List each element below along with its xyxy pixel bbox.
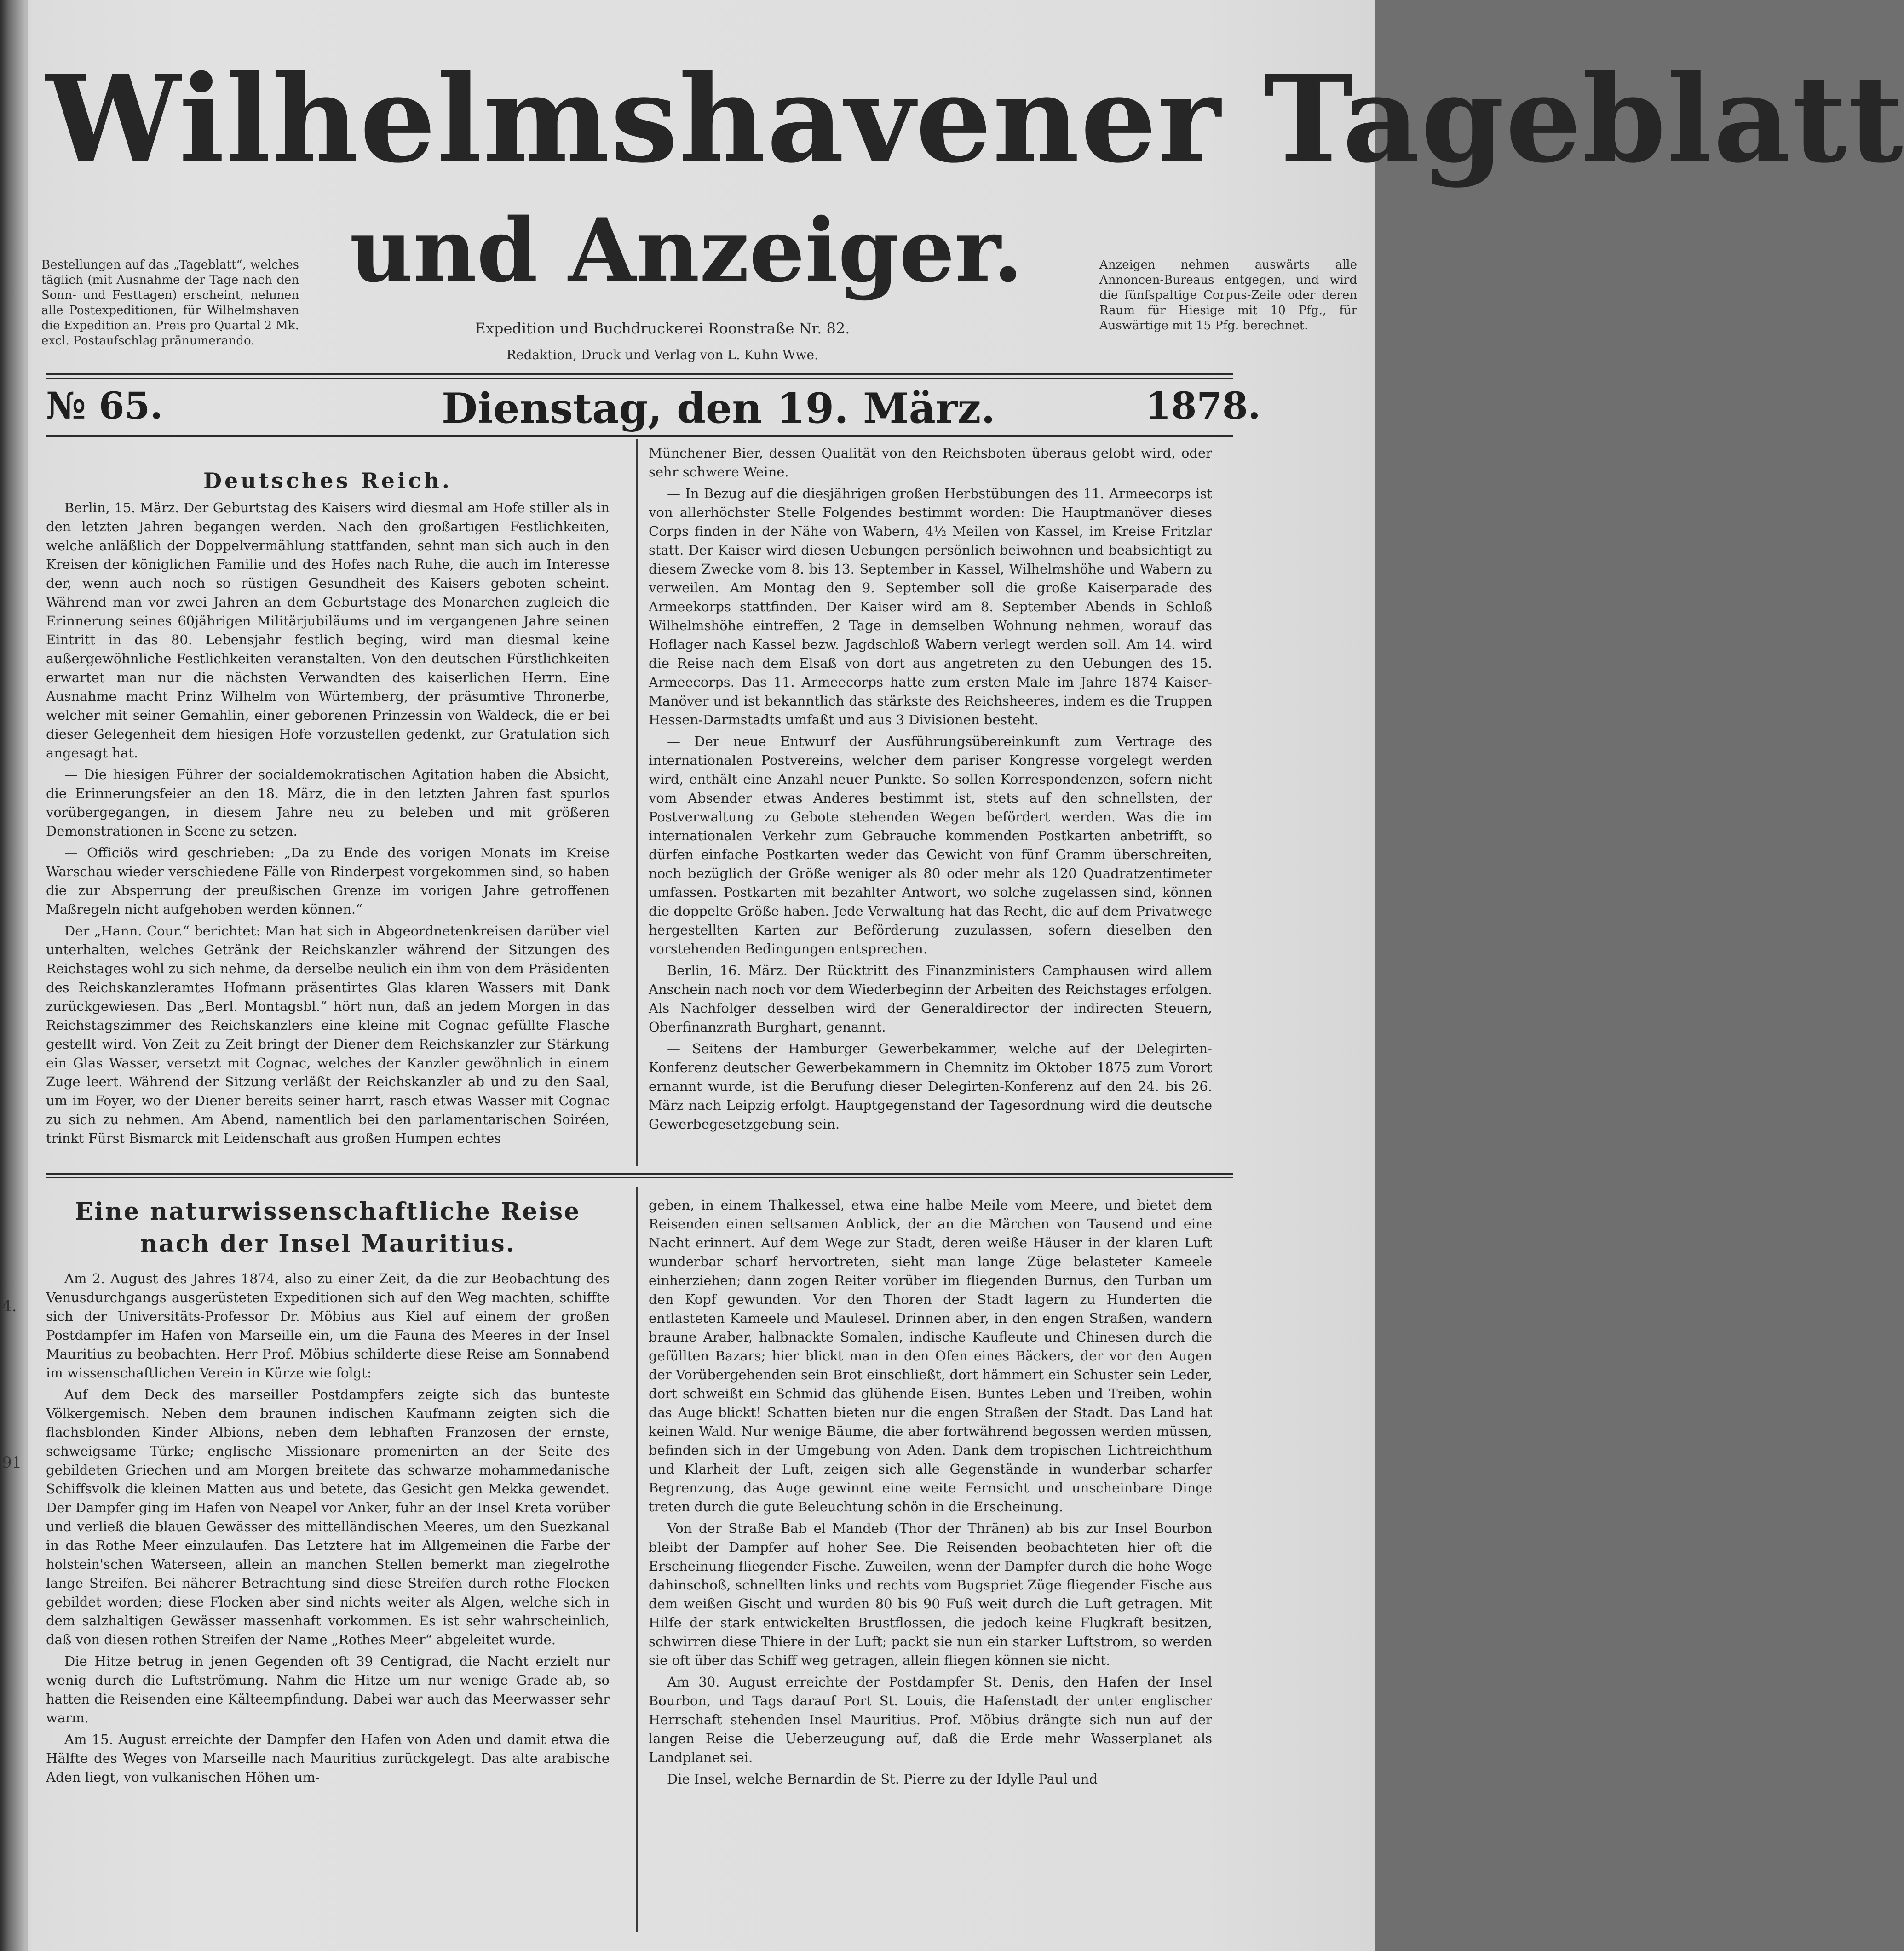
- paragraph: Auf dem Deck des marseiller Postdampfers zeigte sich das bunteste Völkergemisch. Neben dem braunen indischen Kaufmann zeigten sich die flachsblonden Kinder Albions, neben dem lebhaften Franzosen der ernste, schweigsame Türke; englische Missionare promenirten an der Seite des gebildeten Griechen und am Morgen breitete das schwarze mohammedanische Schiffsvolk die kleinen Matten aus und betete, das Gesicht gen Mekka gewendet. Der Dampfer ging im Hafen von Neapel vor Anker, fuhr an der Insel Kreta vorüber und verließ die blauen Gewässer des mittelländischen Meeres, um den Suezkanal in das Rothe Meer einzulaufen. Das Letztere hat im Allgemeinen die Farbe der holstein'schen Waterseen, allein an manchen Stellen bemerkt man ziegelrothe lange Streifen. Bei näherer Betrachtung sind diese Streifen durch rothe Flocken gebildet worden; diese Flocken aber sind nichts weiter als Algen, welche sich in dem salzhaltigen Gewässer massenhaft vorkommen. Es ist sehr wahrscheinlich, daß von diesen rothen Streifen der Name „Rothes Meer“ abgeleitet wurde.: [46, 1387, 610, 1647]
- issue-number: № 65.: [46, 384, 163, 427]
- binding-spine: [0, 0, 28, 1951]
- paragraph: — Der neue Entwurf der Ausführungsübereinkunft zum Vertrage des internationalen Postvereins, welcher dem pariser Kongresse vorgelegt werden wird, enthält eine Anzahl neuer Punkte. So sollen Korrespondenzen, sofern nicht vom Absender etwas Anderes bestimmt ist, stets auf den schnellsten, der Postverwaltung zu Gebote stehenden Wegen befördert werden. Was die im internationalen Verkehr zum Gebrauche kommenden Postkarten anbetrifft, so dürfen einfache Postkarten weder das Gewicht von fünf Gramm überschreiten, noch bezüglich der Größe weniger als 80 oder mehr als 120 Quadratzentimeter umfassen. Postkarten mit bezahlter Antwort, wo solche zugelassen sind, können die doppelte Größe haben. Jede Verwaltung hat das Recht, die auf dem Privatwege hergestellten Karten zur Beförderung zuzulassen, sofern dieselben den vorstehenden Bedingungen entsprechen.: [649, 734, 1212, 957]
- article-mauritius-continued: [649, 1196, 1212, 1932]
- subscription-info: Bestellungen auf das „Tageblatt“, welches täglich (mit Ausnahme der Tage nach den Sonn- und Festtagen) erscheint, nehmen alle Postexpeditionen, für Wilhelmshaven die Expedition an. Preis pro Quartal 2 Mk. excl. Postaufschlag pränumerando.: [41, 258, 299, 348]
- article-deutsches-reich: [46, 468, 610, 1161]
- section-rule: [46, 1177, 1233, 1178]
- article-continuation: [649, 444, 1212, 1161]
- paragraph: — Seitens der Hamburger Gewerbekammer, welche auf der Delegirten-Konferenz deutscher Gewerbekammern in Chemnitz im Oktober 1875 zum Vorort ernannt wurde, ist die Berufung dieser Delegirten-Konferenz auf den 24. bis 26. März nach Leipzig erfolgt. Hauptgegenstand der Tagesordnung wird die deutsche Gewerbegesetzgebung sein.: [649, 1041, 1212, 1132]
- paragraph: Berlin, 16. März. Der Rücktritt des Finanzministers Camphausen wird allem Anschein nach noch vor dem Wiederbeginn der Arbeiten des Reichstages erfolgen. Als Nachfolger desselben wird der Generaldirector der indirecten Steuern, Oberfinanzrath Burghart, genannt.: [649, 963, 1212, 1035]
- dateline-rule: [46, 435, 1233, 437]
- paragraph: — In Bezug auf die diesjährigen großen Herbstübungen des 11. Armeecorps ist von allerhöchster Stelle Folgendes bestimmt worden: Die Hauptmanöver dieses Corps finden in der Nähe von Wabern, 4½ Meilen von Kassel, im Kreise Fritzlar statt. Der Kaiser wird diesen Uebungen persönlich beiwohnen und beabsichtigt zu diesem Zwecke vom 8. bis 13. September in Kassel, Wilhelmshöhe und Wabern zu verweilen. Am Montag den 9. September soll die große Kaiserparade des Armeekorps stattfinden. Der Kaiser wird am 8. September Abends in Schloß Wilhelmshöhe eintreffen, 2 Tage in demselben Wohnung nehmen, worauf das Hoflager nach Kassel bezw. Jagdschloß Wabern verlegt werden soll. Am 14. wird die Reise nach dem Elsaß von dort aus angetreten zu den Uebungen des 15. Armeecorps. Das 11. Armeecorps hatte zum ersten Male im Jahre 1874 Kaiser-Manöver und ist bekanntlich das stärkste des Reichsheeres, indem es die Truppen Hessen-Darmstadts umfaßt und aus 3 Divisionen besteht.: [649, 486, 1212, 728]
- paragraph: Die Insel, welche Bernardin de St. Pierre zu der Idylle Paul und: [667, 1771, 1098, 1787]
- paragraph: — Die hiesigen Führer der socialdemokratischen Agitation haben die Absicht, die Erinnerungsfeier an den 18. März, die in den letzten Jahren fast spurlos vorübergegangen, in diesem Jahre neu zu beleben und mit größeren Demonstrationen in Scene zu setzen.: [46, 767, 610, 839]
- header-rule: [46, 378, 1233, 379]
- feuilleton-title: Eine naturwissenschaftliche Reise nach der Insel Mauritius.: [75, 1198, 581, 1258]
- header-rule: [46, 373, 1233, 375]
- paragraph: Am 30. August erreichte der Postdampfer St. Denis, den Hafen der Insel Bourbon, und Tags darauf Port St. Louis, die Hafenstadt der unter englischer Herrschaft stehenden Insel Mauritius. Prof. Möbius drängte sich nun auf der langen Reise die Ueberzeugung auf, daß die Erde mehr Wasserplanet als Landplanet sei.: [649, 1674, 1212, 1765]
- paragraph: Berlin, 15. März. Der Geburtstag des Kaisers wird diesmal am Hofe stiller als in den letzten Jahren begangen werden. Nach den großartigen Festlichkeiten, welche anläßlich der Doppelvermählung stattfanden, sehnt man sich auch in den Kreisen der königlichen Familie und des Hofes nach Ruhe, die auch im Interesse der, wenn auch noch so rüstigen Gesundheit des Kaisers geboten scheint. Während man vor zwei Jahren an dem Geburtstage des Monarchen zugleich die Erinnerung seines 60jährigen Militärjubiläums und im vergangenen Jahre seinen Eintritt in das 80. Lebensjahr festlich beging, wird man diesmal keine außergewöhnliche Festlichkeiten veranstalten. Von den deutschen Fürstlichkeiten erwartet man nur die nächsten Verwandten des kaiserlichen Herrn. Eine Ausnahme macht Prinz Wilhelm von Würtemberg, der präsumtive Thronerbe, welcher mit seiner Gemahlin, einer geborenen Prinzessin von Waldeck, die er bei dieser Gelegenheit dem hiesigen Hofe vorzustellen gedenkt, zur Gratulation sich angesagt hat.: [46, 500, 610, 761]
- paragraph: Am 15. August erreichte der Dampfer den Hafen von Aden und damit etwa die Hälfte des Weges von Marseille nach Mauritius zurückgelegt. Das alte arabische Aden liegt, von vulkanischen Höhen um-: [46, 1732, 610, 1785]
- expedition-line: Expedition und Buchdruckerei Roonstraße Nr. 82.: [475, 320, 850, 337]
- dateline: [46, 384, 1261, 435]
- section-title: Deutsches Reich.: [203, 468, 452, 493]
- paragraph: Der „Hann. Cour.“ berichtet: Man hat sich in Abgeordnetenkreisen darüber viel unterhalten, welches Getränk der Reichskanzler während der Sitzungen des Reichstages wohl zu sich nehme, da derselbe neulich ein ihm von dem Präsidenten des Reichskanzleramtes Hofmann präsentirtes Glas klaren Wassers mit Dank zurückgewiesen. Das „Berl. Montagsbl.“ hört nun, daß an jedem Morgen in das Reichstagszimmer des Reichskanzlers eine kleine mit Cognac gefüllte Flasche gestellt wird. Von Zeit zu Zeit bringt der Diener dem Reichskanzler zur Stärkung ein Glas Wasser, versetzt mit Cognac, welches der Kanzler gewöhnlich in einem Zuge leert. Während der Sitzung verläßt der Reichskanzler ab und zu den Saal, um im Foyer, wo der Diener bereits seiner harrt, rasch etwas Wasser mit Cognac zu sich zu nehmen. Am Abend, namentlich bei den parlamentarischen Soiréen, trinkt Fürst Bismarck mit Leidenschaft aus großen Humpen echtes: [46, 923, 610, 1146]
- column-divider: [636, 439, 638, 1166]
- margin-note: 91: [2, 1453, 22, 1472]
- margin-note: 4.: [2, 1297, 17, 1315]
- article-mauritius: [46, 1196, 610, 1932]
- redaktion-line: Redaktion, Druck und Verlag von L. Kuhn Wwe.: [506, 347, 819, 362]
- paragraph: geben, in einem Thalkessel, etwa eine halbe Meile vom Meere, und bietet dem Reisenden einen seltsamen Anblick, der an die Märchen von Tausend und eine Nacht erinnert. Auf dem Wege zur Stadt, deren weiße Häuser in der klaren Luft wunderbar scharf hervortreten, sieht man lange Züge belasteter Kameele einherziehen; dann zogen Reiter vorüber im fliegenden Burnus, den Turban um den Kopf gewunden. Vor den Thoren der Stadt lagern zu Hunderten die entlasteten Kameele und Maulesel. Drinnen aber, in den engen Straßen, wandern braune Araber, halbnackte Somalen, indische Kaufleute und Chinesen durch die gefüllten Bazars; hier blickt man in den Ofen eines Bäckers, der vor den Augen der Vorübergehenden sein Brot einschließt, dort hämmert ein Schuster sein Leder, dort schweißt ein Schmid das glühende Eisen. Buntes Leben und Treiben, wohin das Auge blickt! Schatten bieten nur die engen Straßen der Stadt. Das Land hat keinen Wald. Nur wenige Bäume, die aber fortwährend begossen werden müssen, befinden sich in der Umgebung von Aden. Dank dem tropischen Lichtreichthum und Klarheit der Luft, zeigen sich alle Gegenstände in wunderbar scharfer Begrenzung, das Auge gewinnt eine weite Fernsicht und unscheinbare Dinge treten durch die gute Beleuchtung schön in die Erscheinung.: [649, 1197, 1212, 1515]
- paragraph: — Officiös wird geschrieben: „Da zu Ende des vorigen Monats im Kreise Warschau wieder verschiedene Fälle von Rinderpest vorgekommen sind, so haben die zur Absperrung der preußischen Grenze im vorigen Jahre getroffenen Maßregeln nicht aufgehoben werden können.“: [46, 845, 610, 917]
- paragraph: Am 2. August des Jahres 1874, also zu einer Zeit, da die zur Beobachtung des Venusdurchgangs ausgerüsteten Expeditionen sich auf den Weg machten, schiffte sich der Universitäts-Professor Dr. Möbius aus Kiel auf einem der großen Postdampfer im Hafen von Marseille ein, um die Fauna des Meeres in der Insel Mauritius zu beobachten. Herr Prof. Möbius schilderte diese Reise am Sonnabend im wissenschaftlichen Verein in Kürze wie folgt:: [46, 1271, 610, 1381]
- paragraph: Die Hitze betrug in jenen Gegenden oft 39 Centigrad, die Nacht erzielt nur wenig durch die Luftströmung. Nahm die Hitze um nur wenige Grade ab, so hatten die Reisenden eine Kälteempfindung. Dabei war auch das Meerwasser sehr warm.: [46, 1653, 610, 1726]
- paragraph: Münchener Bier, dessen Qualität von den Reichsboten überaus gelobt wird, oder sehr schwere Weine.: [649, 445, 1212, 480]
- advertising-info: Anzeigen nehmen auswärts alle Annoncen-Bureaus entgegen, und wird die fünfspaltige Corpus-Zeile oder deren Raum für Hiesige mit 10 Pfg., für Auswärtige mit 15 Pfg. berechnet.: [1099, 258, 1357, 333]
- paragraph: Von der Straße Bab el Mandeb (Thor der Thränen) ab bis zur Insel Bourbon bleibt der Dampfer auf hoher See. Die Reisenden beobachteten hier oft die Erscheinung fliegender Fische. Zuweilen, wenn der Dampfer durch die hohe Woge dahinschoß, schnellten links und rechts vom Bugspriet Züge fliegender Fische aus dem weißen Gischt und wurden 80 bis 90 Fuß weit durch die Luft getragen. Mit Hilfe der stark entwickelten Brustflossen, die jedoch keine Flugkraft besitzen, schwirren diese Thiere in der Luft; packt sie nun ein starker Luftstrom, so werden sie oft über das Schiff weg getragen, allein fliegen können sie nicht.: [649, 1521, 1212, 1668]
- masthead-title: Wilhelmshavener Tageblatt: [46, 49, 1904, 189]
- issue-year: 1878.: [1145, 384, 1261, 427]
- issue-date: Dienstag, den 19. März.: [442, 384, 995, 433]
- column-divider: [636, 1187, 638, 1932]
- section-rule: [46, 1173, 1233, 1175]
- masthead-subtitle: und Anzeiger.: [350, 199, 1024, 302]
